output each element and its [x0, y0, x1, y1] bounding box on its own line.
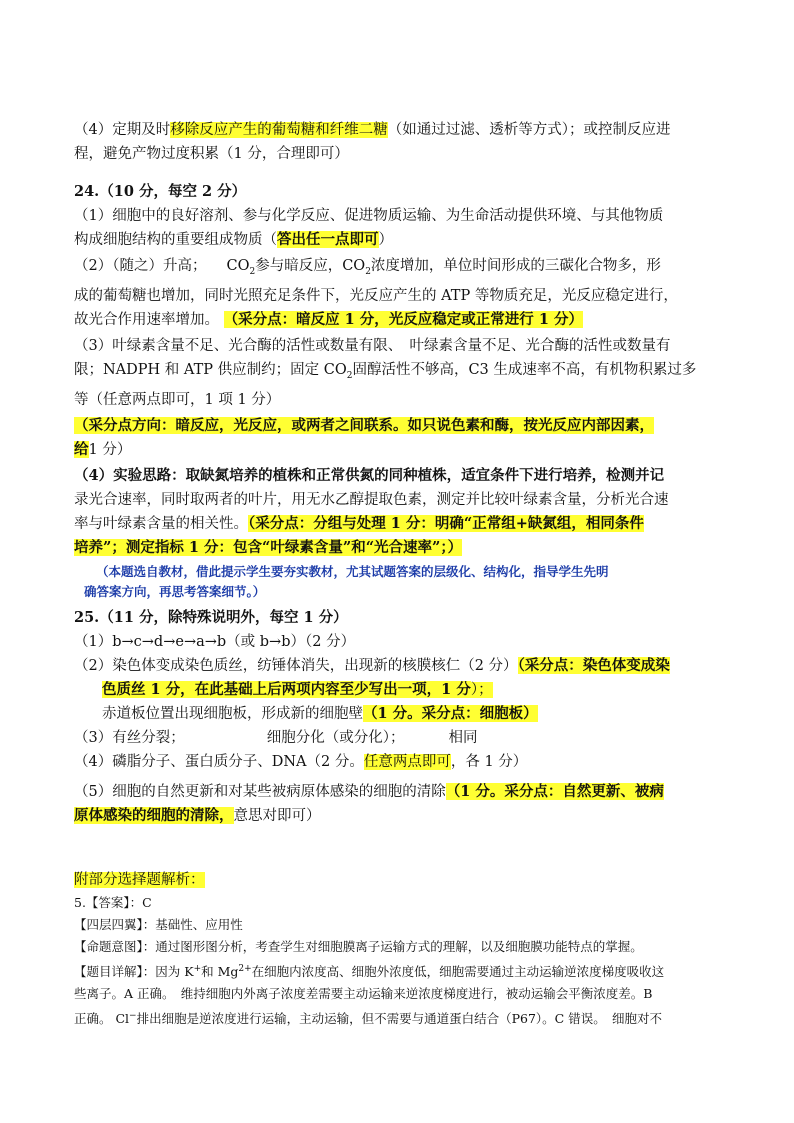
question-title: 24.（10 分，每空 2 分）: [74, 183, 247, 200]
text: ，各 1 分）: [450, 754, 528, 770]
highlight: （采分点：暗反应 1 分，光反应稳定或正常进行 1 分）: [223, 310, 583, 328]
q23-part4: [74, 118, 734, 166]
text: 5.【答案】：C: [74, 895, 152, 910]
text: 细胞分化（或分化）；: [266, 730, 405, 746]
subscript: 2: [249, 266, 256, 277]
text: 排出细胞是逆浓度进行运输，主动运输，但不需要与通道蛋白结合（P67）。C 错误。 细胞对不: [136, 1011, 662, 1027]
text: CO: [226, 258, 250, 274]
text: （3）有丝分裂；: [74, 730, 185, 746]
text: 在细胞内浓度高、细胞外浓度低，细胞需要通过主动运输逆浓度梯度吸收这: [251, 964, 665, 980]
text: 正确。 Cl: [74, 1011, 130, 1027]
text: （3）叶绿素含量不足、光合酶的活性或数量有限、 叶绿素含量不足、光合酶的活性或数量有: [74, 337, 671, 354]
text: 率与叶绿素含量的相关性。: [74, 515, 248, 532]
text: 【命题意图】：通过图形图分析，考查学生对细胞膜离子运输方式的理解，以及细胞膜功能特点的掌握。: [74, 939, 643, 954]
text: （2）染色体变成染色质丝，纺锤体消失，出现新的核膜核仁（2 分）: [74, 658, 518, 674]
text: （4）定期及时: [74, 122, 171, 138]
teacher-note: 确答案方向，再思考答案细节。）: [84, 583, 266, 599]
text: 成的葡萄糖也增加，同时光照充足条件下，光反应产生的 ATP 等物质充足，光反应稳定进行，: [74, 287, 678, 304]
text: （5）细胞的自然更新和对某些被病原体感染的细胞的清除: [74, 784, 446, 800]
subscript: 2: [346, 370, 353, 381]
text: （4）实验思路：取缺氮培养的植株和正常供氮的同种植株，适宜条件下进行培养，检测并记: [74, 466, 665, 484]
text: 和 Mg: [201, 964, 239, 980]
text: ）: [378, 232, 393, 248]
highlight: 答出任一点即可: [277, 231, 379, 248]
text: 【四层四翼】：基础性、应用性: [74, 917, 243, 932]
highlight: 任意两点即可: [363, 754, 451, 770]
text: （2）（随之）升高；: [74, 258, 207, 274]
highlight: 移除反应产生的葡萄糖和纤维二糖: [170, 122, 388, 138]
text: 1 分）: [88, 441, 132, 458]
text: 意思对即可）: [233, 808, 321, 824]
highlight: （采分点：分组与处理 1 分：明确“正常组+缺氮组，相同条件: [248, 514, 644, 532]
question-24: [74, 180, 734, 602]
text: （4）磷脂分子、蛋白质分子、DNA（2 分。: [74, 754, 364, 770]
highlight: （1 分。采分点：自然更新、被病: [445, 783, 664, 800]
highlight: 原体感染的细胞的清除，: [74, 807, 234, 824]
superscript: 2+: [238, 964, 252, 974]
teacher-note: （本题选自教材，借此提示学生要夯实教材，尤其试题答案的层级化、结构化，指导学生先明: [96, 563, 609, 579]
superscript: +: [193, 964, 202, 974]
highlight: 培养”；测定指标 1 分：包含“叶绿素含量”和“光合速率”；）: [74, 538, 463, 556]
text: 固醇活性不够高，C3 生成速率不高，有机物积累过多: [352, 361, 697, 378]
text: CO: [342, 258, 366, 274]
text: （1）细胞中的良好溶剂、参与化学反应、促进物质运输、为生命活动提供环境、与其他物质: [74, 208, 664, 224]
question-title: 25.（11 分，除特殊说明外，每空 1 分）: [74, 609, 348, 626]
text: CO: [323, 361, 347, 378]
text: 些离子。A 正确。 维持细胞内外离子浓度差需要主动运输来逆浓度梯度进行，被动运输会平衡浓度差。B: [74, 986, 653, 1002]
highlight: （采分点方向：暗反应，光反应，或两者之间联系。如只说色素和酶，按光反应内部因素，: [74, 416, 654, 434]
highlight: ）；: [470, 682, 493, 698]
text: （1）b→c→d→e→a→b（或 b→b）（2 分）: [74, 634, 356, 650]
text: （如通过过滤、透析等方式）；或控制反应进: [387, 122, 671, 138]
text: 【题目详解】：因为 K: [74, 964, 194, 980]
highlight: 色质丝 1 分，在此基础上后两项内容至少写出一项，1 分: [102, 681, 471, 698]
text: 等（任意两点即可，1 项 1 分）: [74, 391, 281, 408]
subscript: 2: [365, 266, 371, 277]
highlight: 给: [74, 440, 89, 458]
highlight: （1 分。采分点：细胞板）: [363, 705, 538, 722]
appendix-title: 附部分选择题解析：: [74, 872, 205, 888]
superscript: −: [129, 1011, 137, 1022]
question-25: [74, 606, 734, 828]
text: 录光合速率，同时取两者的叶片，用无水乙醇提取色素，测定并比较叶绿素含量，分析光合速: [74, 491, 669, 508]
text: 浓度增加，单位时间形成的三碳化合物多，形: [370, 258, 661, 274]
highlight: （采分点：染色体变成染: [517, 657, 670, 674]
text: 参与暗反应，: [255, 258, 343, 274]
text: 相同: [448, 730, 478, 746]
text: 程，避免产物过度积累（1 分，合理即可）: [74, 146, 349, 162]
appendix: [74, 868, 734, 1030]
text: 赤道板位置出现细胞板，形成新的细胞壁: [102, 706, 363, 722]
text: 限；NADPH 和 ATP 供应制约；固定: [74, 361, 324, 378]
text: 构成细胞结构的重要组成物质（: [74, 232, 277, 248]
text: 故光合作用速率增加。: [74, 311, 219, 328]
